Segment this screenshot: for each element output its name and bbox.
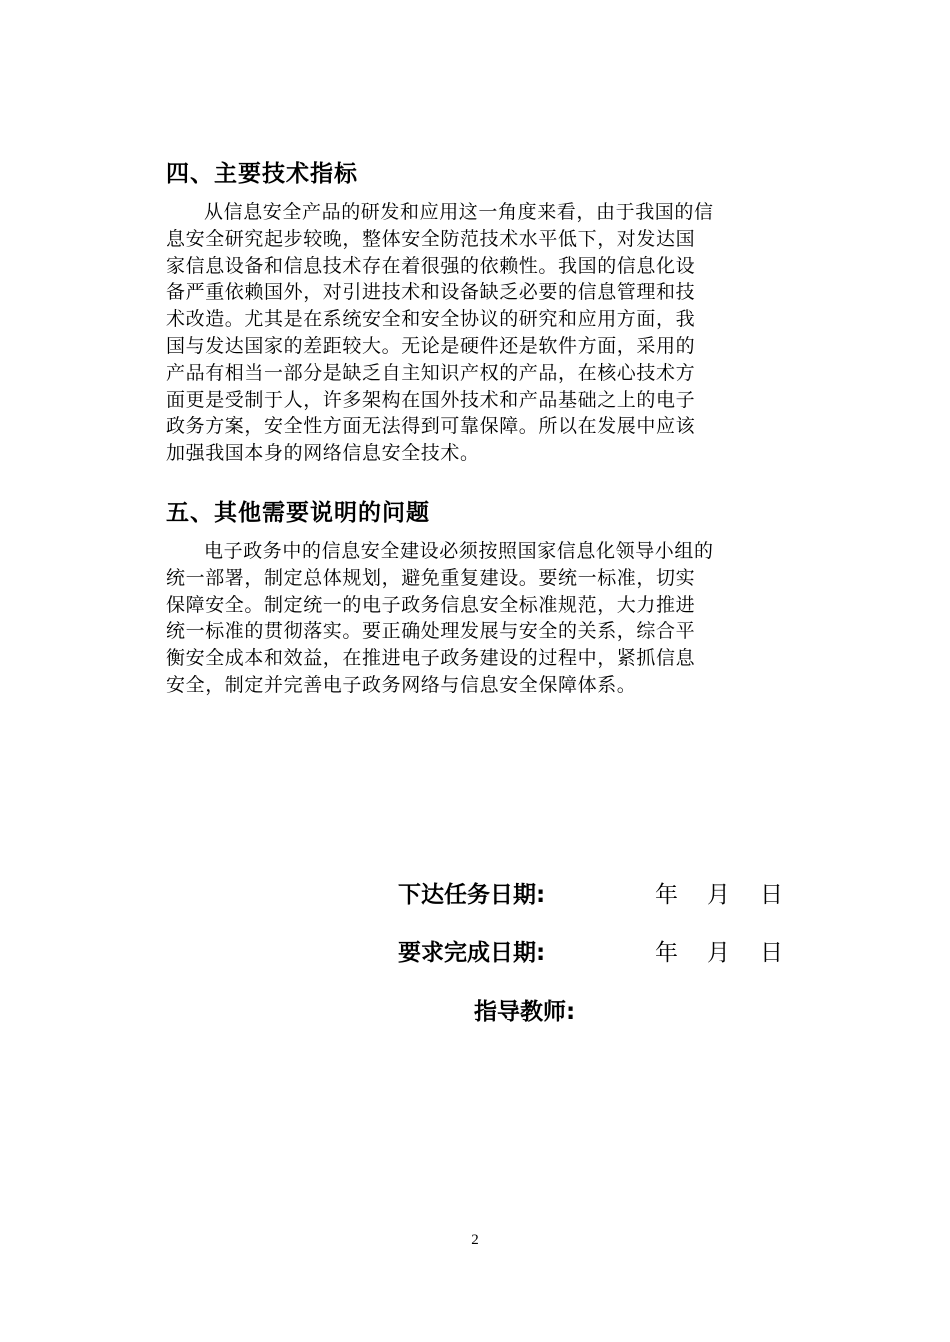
paragraph-line: 术改造。尤其是在系统安全和安全协议的研究和应用方面，我 — [166, 308, 696, 331]
complete-date-day: 日 — [760, 940, 783, 966]
paragraph-line: 保障安全。制定统一的电子政务信息安全标准规范，大力推进 — [166, 593, 696, 616]
paragraph-line: 电子政务中的信息安全建设必须按照国家信息化领导小组的 — [204, 540, 714, 562]
paragraph-line: 国与发达国家的差距较大。无论是硬件还是软件方面，采用的 — [166, 334, 696, 357]
section-4-heading: 四、主要技术指标 — [166, 161, 358, 187]
assign-date-row — [398, 876, 545, 909]
paragraph-line: 衡安全成本和效益，在推进电子政务建设的过程中，紧抓信息 — [166, 647, 696, 670]
paragraph-line: 统一部署，制定总体规划，避免重复建设。要统一标准，切实 — [166, 566, 696, 589]
complete-date-label: 要求完成日期: — [398, 940, 546, 966]
page-number: 2 — [471, 1232, 479, 1248]
paragraph-line: 政务方案，安全性方面无法得到可靠保障。所以在发展中应该 — [166, 415, 696, 438]
paragraph-line: 产品有相当一部分是缺乏自主知识产权的产品，在核心技术方 — [166, 361, 696, 384]
assign-date-label: 下达任务日期: — [398, 882, 546, 908]
complete-date-year: 年 — [655, 940, 678, 966]
paragraph-line: 加强我国本身的网络信息安全技术。 — [166, 442, 480, 465]
assign-date-month: 月 — [707, 882, 730, 908]
paragraph-line: 面更是受制于人，许多架构在国外技术和产品基础之上的电子 — [166, 388, 696, 411]
paragraph-line: 从信息安全产品的研发和应用这一角度来看，由于我国的信 — [204, 201, 714, 223]
advisor-label: 指导教师: — [474, 999, 576, 1025]
assign-date-year: 年 — [655, 882, 678, 908]
advisor-row — [474, 993, 575, 1026]
section-4-paragraph — [166, 199, 786, 467]
paragraph-line: 家信息设备和信息技术存在着很强的依赖性。我国的信息化设 — [166, 254, 696, 277]
paragraph-line: 安全，制定并完善电子政务网络与信息安全保障体系。 — [166, 673, 637, 696]
paragraph-line: 备严重依赖国外，对引进技术和设备缺乏必要的信息管理和技 — [166, 281, 696, 304]
paragraph-line: 统一标准的贯彻落实。要正确处理发展与安全的关系，综合平 — [166, 620, 696, 643]
section-5-heading: 五、其他需要说明的问题 — [166, 500, 430, 526]
section-5-paragraph — [166, 538, 786, 699]
complete-date-month: 月 — [707, 940, 730, 966]
paragraph-line: 息安全研究起步较晚，整体安全防范技术水平低下，对发达国 — [166, 227, 696, 250]
assign-date-day: 日 — [760, 882, 783, 908]
complete-date-row — [398, 934, 545, 967]
